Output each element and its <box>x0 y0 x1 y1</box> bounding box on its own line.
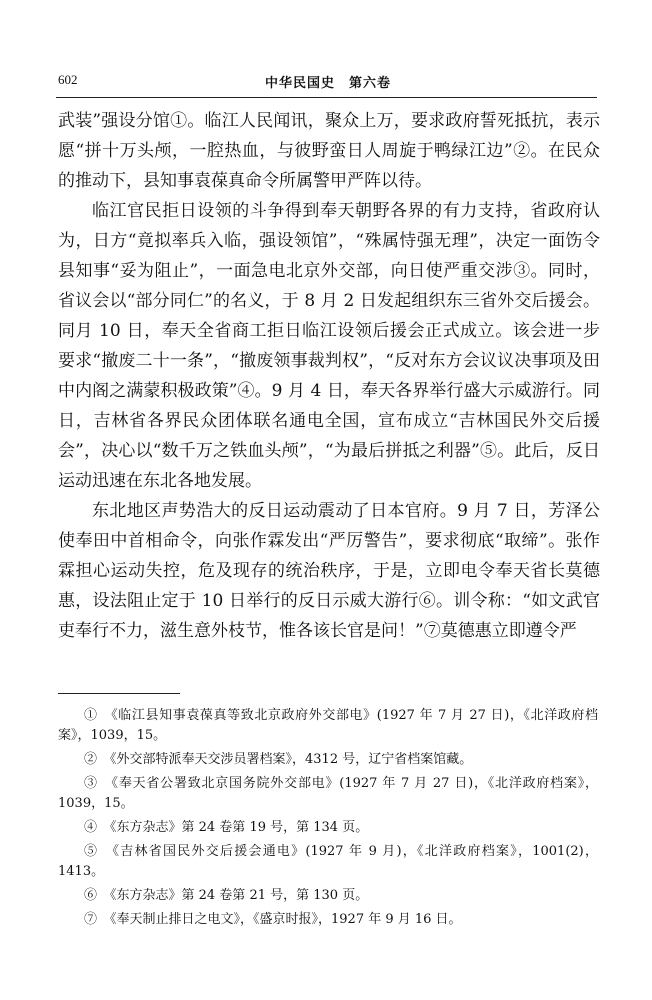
page-number: 602 <box>58 72 78 87</box>
running-title: 中华民国史 第六卷 <box>264 76 391 91</box>
footnote-rule <box>58 693 180 694</box>
footnote-1: ① 《临江县知事袁葆真等致北京政府外交部电》(1927 年 7 月 27 日)，《北洋政府档案》，1039，15。 <box>58 708 598 743</box>
paragraph-continued: 武装”强设分馆①。临江人民闻讯，聚众上万，要求政府誓死抵抗，表示愿“拼十万头颅，一腔热血，与彼野蛮日人周旋于鸭绿江边”②。在民众的推动下，县知事袁葆真命令所属警甲严阵以待。 <box>58 111 600 191</box>
footnote-7: ⑦ 《奉天制止排日之电文》，《盛京时报》，1927 年 9 月 16 日。 <box>84 912 462 927</box>
footnotes <box>58 706 598 934</box>
paragraph: 临江官民拒日设领的斗争得到奉天朝野各界的有力支持，省政府认为，日方“竟拟率兵入临，强设领馆”，“殊属恃强无理”，决定一面饬令县知事“妥为阻止”，一面急电北京外交部，向日使严重交涉③。同时，省议会以“部分同仁”的名义，于 8 月 2 日发起组织东三省外交后援会。同月 10 日，奉天全省商工拒日临江设领后援会正式成立。该会进一步要求“撤废二十一条”，“撤废领事裁判权”，“反对东方会议议决事项及田中内阁之满蒙积极政策”④。9 月 4 日，奉天各界举行盛大示威游行。同日，吉林省各界民众团体联名通电全国，宣布成立“吉林国民外交后援会”，决心以“数千万之铁血头颅”，“为最后拼抵之利器”⑤。此后，反日运动迅速在东北各地发展。 <box>58 201 600 491</box>
footnote-4: ④ 《东方杂志》第 24 卷第 19 号，第 134 页。 <box>84 820 369 835</box>
footnote-6: ⑥ 《东方杂志》第 24 卷第 21 号，第 130 页。 <box>84 888 369 903</box>
page-header <box>58 72 598 96</box>
footnote-2: ② 《外交部特派奉天交涉员署档案》，4312 号，辽宁省档案馆藏。 <box>84 752 473 767</box>
header-rule <box>56 97 597 98</box>
paragraph: 东北地区声势浩大的反日运动震动了日本官府。9 月 7 日，芳泽公使奉田中首相命令，向张作霖发出“严厉警告”，要求彻底“取缔”。张作霖担心运动失控，危及现存的统治秩序，于是，立即电令奉天省长莫德惠，设法阻止定于 10 日举行的反日示威大游行⑥。训令称：“如文武官吏奉行不力，滋生意外枝节，惟各该长官是问！”⑦莫德惠立即遵令严 <box>58 501 600 641</box>
body-text <box>58 106 600 646</box>
footnote-3: ③ 《奉天省公署致北京国务院外交部电》(1927 年 7 月 27 日)，《北洋政府档案》，1039，15。 <box>58 776 598 811</box>
footnote-5: ⑤ 《吉林省国民外交后援会通电》(1927 年 9 月)，《北洋政府档案》，1001(2)，1413。 <box>58 844 598 879</box>
